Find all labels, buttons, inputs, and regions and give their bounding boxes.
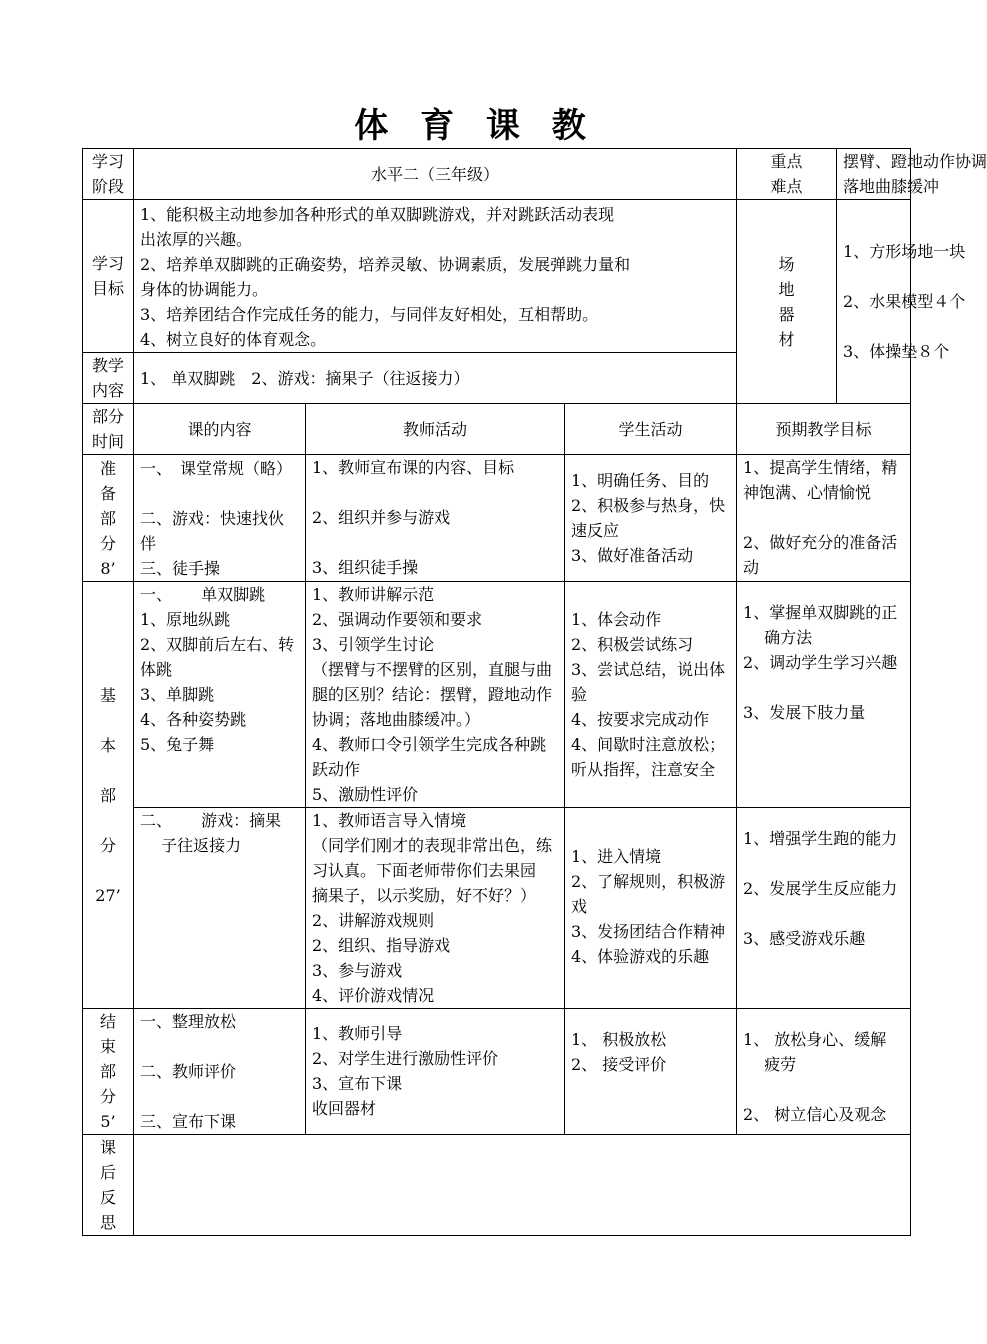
column-goal: 预期教学目标 [737, 404, 911, 455]
page-title: 体 育 课 教 [354, 106, 596, 146]
basic-teacher-2: 1、教师语言导入情境 （同学们刚才的表现非常出色，练 习认真。下面老师带你们去果园 摘果子，以示奖励，好不好？） 2、讲解游戏规则 2、组织、指导游戏 3、参与游戏 4、评价游戏情况 [306, 808, 565, 1009]
key-value: 摆臂、蹬地动作协调 落地曲膝缓冲 [837, 149, 911, 200]
column-part: 部分 时间 [83, 404, 134, 455]
prep-teacher: 1、教师宣布课的内容、目标 2、组织并参与游戏 3、组织徒手操 [306, 455, 565, 582]
end-goal: 1、 放松身心、缓解 疲劳 2、 树立信心及观念 [737, 1009, 911, 1135]
lesson-plan-table [82, 148, 987, 1236]
basic-lesson-2: 二、 游戏：摘果 子往返接力 [134, 808, 306, 1009]
reflection-value[interactable] [134, 1135, 911, 1236]
prep-label: 准 备 部 分 8’ [83, 455, 134, 582]
end-teacher: 1、教师引导 2、对学生进行激励性评价 3、宣布下课 收回器材 [306, 1009, 565, 1135]
content-value: 1、 单双脚跳 2、游戏：摘果子（往返接力） [134, 353, 737, 404]
end-lesson: 一、整理放松 二、教师评价 三、宣布下课 [134, 1009, 306, 1135]
basic-lesson-1: 一、 单双脚跳 1、原地纵跳 2、双脚前后左右、转 体跳 3、单脚跳 4、各种姿势跳 5、兔子舞 [134, 582, 306, 808]
venue-items: 1、方形场地一块 2、水果模型４个 3、体操垫８个 [837, 200, 911, 404]
basic-label: 基 本 部 分 27’ [83, 582, 134, 1009]
reflection-label: 课 后 反 思 [83, 1135, 134, 1236]
goals-label: 学习 目标 [83, 200, 134, 353]
basic-goal-1: 1、掌握单双脚跳的正 确方法 2、调动学生学习兴趣 3、发展下肢力量 [737, 582, 911, 808]
prep-lesson: 一、 课堂常规（略） 二、游戏：快速找伙伴 三、徒手操 [134, 455, 306, 582]
basic-student-1: 1、体会动作 2、积极尝试练习 3、尝试总结，说出体 验 4、按要求完成动作 4、间歇时注意放松； 听从指挥，注意安全 [565, 582, 737, 808]
basic-goal-2: 1、增强学生跑的能力 2、发展学生反应能力 3、感受游戏乐趣 [737, 808, 911, 1009]
prep-goal: 1、提高学生情绪，精 神饱满、心情愉悦 2、做好充分的准备活 动 [737, 455, 911, 582]
key-label: 重点 难点 [737, 149, 837, 200]
basic-student-2: 1、进入情境 2、了解规则，积极游 戏 3、发扬团结合作精神 4、体验游戏的乐趣 [565, 808, 737, 1009]
column-lesson: 课的内容 [134, 404, 306, 455]
end-label: 结 束 部 分 5’ [83, 1009, 134, 1135]
stage-label: 学习 阶段 [83, 149, 134, 200]
stage-value: 水平二（三年级） [134, 149, 737, 200]
content-label: 教学 内容 [83, 353, 134, 404]
venue-label: 场 地 器 材 [737, 200, 837, 404]
goals-text: 1、能积极主动地参加各种形式的单双脚跳游戏，并对跳跃活动表现 出浓厚的兴趣。 2、培养单双脚跳的正确姿势，培养灵敏、协调素质，发展弹跳力量和 身体的协调能力。 3、培养团结合作完成任务的能力，与同伴友好相处，互相帮助。 4、树立良好的体育观念。 [134, 200, 737, 353]
column-teacher: 教师活动 [306, 404, 565, 455]
prep-student: 1、明确任务、目的 2、积极参与热身，快 速反应 3、做好准备活动 [565, 455, 737, 582]
end-student: 1、 积极放松 2、 接受评价 [565, 1009, 737, 1135]
column-student: 学生活动 [565, 404, 737, 455]
basic-teacher-1: 1、教师讲解示范 2、强调动作要领和要求 3、引领学生讨论 （摆臂与不摆臂的区别，直腿与曲 腿的区别？结论：摆臂，蹬地动作 协调；落地曲膝缓冲。） 4、教师口令引领学生完成各种跳 跃动作 5、激励性评价 [306, 582, 565, 808]
